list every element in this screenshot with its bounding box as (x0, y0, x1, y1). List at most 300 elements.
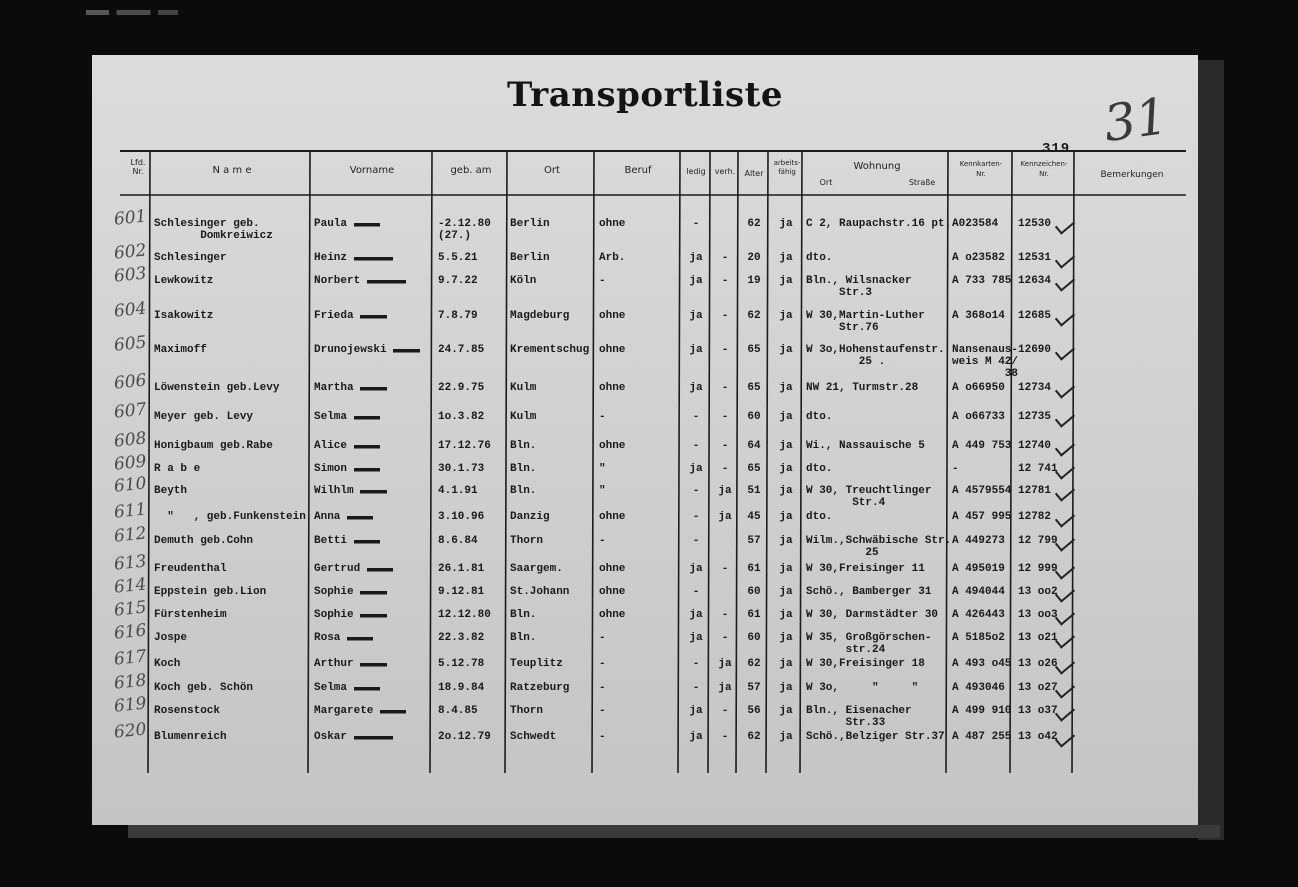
page-number: 319 (1042, 141, 1071, 157)
struck-middle-name (360, 382, 386, 394)
cell-beruf: ohne (599, 344, 626, 356)
cell-name: Eppstein geb.Lion (154, 586, 267, 598)
cell-kk: Nansenaus- weis M 42/ 38 (952, 344, 1019, 380)
struck-middle-name (354, 535, 380, 547)
cell-kz: 13 o37 (1018, 705, 1058, 717)
cell-ort: Berlin (510, 218, 550, 230)
cell-kz: 12634 (1018, 275, 1052, 287)
cell-kk: A 499 910 (952, 705, 1012, 717)
cell-af: ja (779, 705, 793, 717)
cell-name: Schlesinger geb. Domkreiwicz (154, 218, 273, 242)
cell-lfd: 620 (113, 719, 148, 743)
cell-af: ja (779, 731, 793, 743)
cell-beruf: ohne (599, 310, 626, 322)
cell-name: Koch (154, 658, 181, 670)
cell-ledig: ja (689, 731, 703, 743)
cell-af: ja (779, 511, 793, 523)
cell-geb: 12.12.80 (438, 609, 491, 621)
cell-af: ja (779, 535, 793, 547)
cell-beruf: ohne (599, 440, 626, 452)
cell-ledig: ja (689, 252, 703, 264)
document-sheet (92, 55, 1198, 825)
cell-wohnung: W 30, Darmstädter 30 (806, 609, 939, 621)
struck-middle-name (360, 658, 386, 670)
cell-vorname (314, 511, 432, 523)
cell-verh: - (721, 411, 729, 423)
cell-vorname (314, 218, 432, 230)
cell-geb: 18.9.84 (438, 682, 485, 694)
cell-wohnung: dto. (806, 463, 833, 475)
struck-middle-name (367, 275, 407, 287)
cell-beruf: " (599, 463, 606, 475)
cell-alter: 56 (747, 705, 761, 717)
struck-middle-name (347, 632, 373, 644)
cell-af: ja (779, 632, 793, 644)
cell-beruf: ohne (599, 609, 626, 621)
cell-name: Meyer geb. Levy (154, 411, 254, 423)
cell-af: ja (779, 463, 793, 475)
cell-geb: 5.5.21 (438, 252, 478, 264)
cell-vorname (314, 440, 432, 452)
cell-ort: Bln. (510, 632, 537, 644)
cell-af: ja (779, 440, 793, 452)
cell-name: Freudenthal (154, 563, 227, 575)
cell-name: Honigbaum geb.Rabe (154, 440, 273, 452)
struck-middle-name (354, 463, 380, 475)
cell-vorname-text: Heinz (314, 252, 348, 264)
cell-geb: 9.12.81 (438, 586, 485, 598)
cell-vorname (314, 632, 432, 644)
cell-name: Rosenstock (154, 705, 221, 717)
cell-geb: 1o.3.82 (438, 411, 485, 423)
cell-name: Maximoff (154, 344, 207, 356)
cell-ledig: ja (689, 344, 703, 356)
cell-wohnung: Bln., Eisenacher Str.33 (806, 705, 912, 729)
cell-lfd: 603 (113, 263, 148, 287)
cell-beruf: - (599, 411, 606, 423)
cell-kk: A 494044 (952, 586, 1005, 598)
cell-ledig: - (692, 682, 700, 694)
header-kennzeichen: Kennzeichen- Nr. (1020, 160, 1068, 178)
cell-wohnung: Bln., Wilsnacker Str.3 (806, 275, 912, 299)
cell-ledig: - (692, 535, 700, 547)
cell-vorname (314, 275, 432, 287)
cell-af: ja (779, 658, 793, 670)
cell-af: ja (779, 609, 793, 621)
cell-beruf: Arb. (599, 252, 626, 264)
cell-geb: 3.10.96 (438, 511, 485, 523)
cell-alter: 51 (747, 485, 761, 497)
cell-lfd: 614 (113, 574, 148, 598)
cell-ledig: - (692, 440, 700, 452)
cell-kk: A023584 (952, 218, 999, 230)
cell-verh: ja (718, 682, 732, 694)
cell-beruf: ohne (599, 511, 626, 523)
cell-kz: 12685 (1018, 310, 1052, 322)
cell-vorname-text: Norbert (314, 275, 361, 287)
cell-ledig: ja (689, 563, 703, 575)
handwritten-sheet-number: 31 (1100, 86, 1172, 154)
cell-vorname-text: Selma (314, 411, 348, 423)
cell-vorname-text: Alice (314, 440, 348, 452)
cell-af: ja (779, 218, 793, 230)
cell-kk: A o23582 (952, 252, 1005, 264)
cell-kk: A o66950 (952, 382, 1005, 394)
cell-verh: - (721, 731, 729, 743)
struck-middle-name (354, 218, 380, 230)
cell-vorname-text: Anna (314, 511, 341, 523)
cell-wohnung: dto. (806, 411, 833, 423)
cell-beruf: - (599, 275, 606, 287)
cell-kz: 12735 (1018, 411, 1052, 423)
cell-name: Beyth (154, 485, 188, 497)
cell-ort: Thorn (510, 705, 544, 717)
cell-vorname (314, 705, 432, 717)
cell-ort: Ratzeburg (510, 682, 570, 694)
cell-lfd: 604 (113, 298, 148, 322)
cell-kz: 12690 (1018, 344, 1052, 356)
cell-ledig: ja (689, 609, 703, 621)
header-verh: verh. (714, 167, 736, 176)
cell-alter: 62 (747, 731, 761, 743)
struck-middle-name (380, 705, 406, 717)
cell-alter: 65 (747, 382, 761, 394)
cell-lfd: 606 (113, 370, 148, 394)
cell-ort: Thorn (510, 535, 544, 547)
cell-ledig: - (692, 511, 700, 523)
cell-beruf: ohne (599, 586, 626, 598)
cell-kz: 13 o26 (1018, 658, 1058, 670)
cell-beruf: " (599, 485, 606, 497)
cell-kz: 13 o42 (1018, 731, 1058, 743)
cell-ledig: - (692, 586, 700, 598)
cell-alter: 65 (747, 344, 761, 356)
cell-verh: - (721, 705, 729, 717)
cell-alter: 65 (747, 463, 761, 475)
cell-ort: Köln (510, 275, 537, 287)
cell-vorname-text: Arthur (314, 658, 354, 670)
cell-geb: 17.12.76 (438, 440, 491, 452)
struck-middle-name (354, 252, 394, 264)
cell-vorname-text: Margarete (314, 705, 374, 717)
cell-geb: 24.7.85 (438, 344, 485, 356)
cell-lfd: 609 (113, 451, 148, 475)
cell-lfd: 617 (113, 646, 148, 670)
cell-alter: 45 (747, 511, 761, 523)
cell-kz: 12 999 (1018, 563, 1058, 575)
header-name: N a m e (212, 165, 252, 176)
cell-name: Jospe (154, 632, 188, 644)
header-wohnung-ort: Ort (819, 178, 833, 187)
cell-ort: Saargem. (510, 563, 563, 575)
cell-name: Lewkowitz (154, 275, 214, 287)
cell-verh: ja (718, 658, 732, 670)
struck-middle-name (360, 310, 386, 322)
struck-middle-name (354, 731, 394, 743)
cell-ledig: - (692, 485, 700, 497)
cell-vorname-text: Gertrud (314, 563, 361, 575)
cell-alter: 19 (747, 275, 761, 287)
cell-ort: St.Johann (510, 586, 570, 598)
cell-ledig: ja (689, 310, 703, 322)
cell-name: Schlesinger (154, 252, 227, 264)
cell-vorname (314, 586, 432, 598)
cell-verh: ja (718, 511, 732, 523)
cell-lfd: 607 (113, 399, 148, 423)
cell-geb: 26.1.81 (438, 563, 485, 575)
struck-middle-name (354, 440, 380, 452)
cell-kk: A 426443 (952, 609, 1005, 621)
cell-lfd: 615 (113, 597, 148, 621)
cell-kz: 13 o27 (1018, 682, 1058, 694)
cell-af: ja (779, 682, 793, 694)
cell-verh: - (721, 632, 729, 644)
cell-ort: Kulm (510, 411, 537, 423)
cell-verh: - (721, 310, 729, 322)
cell-beruf: ohne (599, 218, 626, 230)
cell-kz: 12782 (1018, 511, 1052, 523)
cell-ledig: - (692, 218, 700, 230)
cell-vorname (314, 463, 432, 475)
cell-name: Isakowitz (154, 310, 214, 322)
cell-wohnung: W 35, Großgörschen- str.24 (806, 632, 932, 656)
cell-wohnung: W 3o, " " (806, 682, 919, 694)
cell-geb: 8.4.85 (438, 705, 478, 717)
sheet-shadow (128, 825, 1220, 838)
cell-vorname-text: Martha (314, 382, 354, 394)
cell-af: ja (779, 344, 793, 356)
cell-kz: 12530 (1018, 218, 1052, 230)
struck-middle-name (360, 485, 386, 497)
cell-vorname-text: Sophie (314, 609, 354, 621)
cell-alter: 61 (747, 563, 761, 575)
cell-ort: Krementschug (510, 344, 590, 356)
cell-alter: 62 (747, 658, 761, 670)
cell-kk: A 4579554 (952, 485, 1012, 497)
cell-lfd: 616 (113, 620, 148, 644)
film-edge-mark (86, 10, 178, 15)
cell-vorname (314, 252, 432, 264)
cell-ledig: ja (689, 382, 703, 394)
cell-wohnung: W 30, Treuchtlinger Str.4 (806, 485, 932, 509)
cell-vorname (314, 485, 432, 497)
cell-vorname-text: Paula (314, 218, 348, 230)
header-kennkarten: Kennkarten- Nr. (959, 160, 1003, 178)
header-bemerkungen: Bemerkungen (1100, 170, 1164, 180)
cell-kz: 13 o21 (1018, 632, 1058, 644)
cell-verh: ja (718, 485, 732, 497)
cell-alter: 64 (747, 440, 761, 452)
cell-ort: Berlin (510, 252, 550, 264)
cell-ledig: ja (689, 463, 703, 475)
cell-verh: - (721, 382, 729, 394)
cell-ledig: - (692, 411, 700, 423)
header-beruf: Beruf (624, 165, 652, 176)
cell-geb: 9.7.22 (438, 275, 478, 287)
cell-ort: Teuplitz (510, 658, 563, 670)
cell-vorname (314, 609, 432, 621)
cell-ort: Bln. (510, 485, 537, 497)
cell-kk: A 493046 (952, 682, 1005, 694)
struck-middle-name (360, 609, 386, 621)
cell-wohnung: dto. (806, 511, 833, 523)
header-arbeitsfaehig: arbeits- fähig (773, 159, 801, 176)
cell-af: ja (779, 586, 793, 598)
cell-ort: Kulm (510, 382, 537, 394)
struck-middle-name (354, 411, 380, 423)
cell-lfd: 612 (113, 523, 148, 547)
cell-geb: 30.1.73 (438, 463, 485, 475)
header-wohnung: Wohnung (853, 161, 901, 172)
cell-name: R a b e (154, 463, 201, 475)
cell-kk: A 449 753 (952, 440, 1012, 452)
struck-middle-name (360, 586, 386, 598)
cell-geb: -2.12.80 (27.) (438, 218, 491, 242)
header-wohnung-strasse: Straße (908, 178, 936, 187)
cell-verh: - (721, 609, 729, 621)
cell-geb: 4.1.91 (438, 485, 478, 497)
cell-kk: A 493 o45 (952, 658, 1012, 670)
cell-vorname (314, 658, 432, 670)
cell-beruf: - (599, 658, 606, 670)
cell-kz: 12740 (1018, 440, 1052, 452)
cell-ort: Bln. (510, 609, 537, 621)
cell-ort: Danzig (510, 511, 550, 523)
cell-lfd: 602 (113, 240, 148, 264)
cell-kk: A 487 255 (952, 731, 1012, 743)
cell-wohnung: Wi., Nassauische 5 (806, 440, 925, 452)
cell-kz: 12781 (1018, 485, 1052, 497)
cell-kk: A 495019 (952, 563, 1005, 575)
cell-af: ja (779, 563, 793, 575)
cell-alter: 60 (747, 632, 761, 644)
struck-middle-name (354, 682, 380, 694)
cell-lfd: 610 (113, 473, 148, 497)
document-title: Transportliste (506, 75, 783, 115)
cell-vorname-text: Rosa (314, 632, 341, 644)
cell-name: Löwenstein geb.Levy (154, 382, 280, 394)
cell-vorname-text: Drunojewski (314, 344, 387, 356)
cell-af: ja (779, 485, 793, 497)
cell-name: Fürstenheim (154, 609, 227, 621)
cell-name: " , geb.Funkenstein (154, 511, 306, 523)
cell-vorname-text: Betti (314, 535, 348, 547)
cell-geb: 22.3.82 (438, 632, 485, 644)
cell-kk: A 457 995 (952, 511, 1012, 523)
cell-verh: - (721, 440, 729, 452)
cell-geb: 7.8.79 (438, 310, 478, 322)
cell-kz: 12 799 (1018, 535, 1058, 547)
cell-beruf: - (599, 705, 606, 717)
cell-wohnung: W 30,Freisinger 11 (806, 563, 925, 575)
cell-lfd: 605 (113, 332, 148, 356)
cell-ledig: ja (689, 632, 703, 644)
cell-wohnung: NW 21, Turmstr.28 (806, 382, 919, 394)
cell-vorname-text: Simon (314, 463, 348, 475)
cell-wohnung: C 2, Raupachstr.16 pt. (806, 218, 952, 230)
cell-ledig: - (692, 658, 700, 670)
cell-vorname-text: Selma (314, 682, 348, 694)
cell-alter: 57 (747, 682, 761, 694)
cell-ort: Bln. (510, 463, 537, 475)
cell-wohnung: Schö.,Belziger Str.37 (806, 731, 945, 743)
header-vorname: Vorname (349, 165, 395, 176)
cell-ort: Magdeburg (510, 310, 570, 322)
cell-kz: 13 oo2 (1018, 586, 1058, 598)
cell-geb: 22.9.75 (438, 382, 485, 394)
film-frame-edge (1198, 60, 1224, 840)
cell-vorname (314, 682, 432, 694)
cell-geb: 2o.12.79 (438, 731, 491, 743)
cell-vorname (314, 382, 432, 394)
cell-vorname-text: Oskar (314, 731, 348, 743)
cell-vorname (314, 310, 432, 322)
header-alter: Alter (744, 169, 764, 178)
cell-name: Koch geb. Schön (154, 682, 254, 694)
cell-wohnung: dto. (806, 252, 833, 264)
header-geb-am: geb. am (450, 165, 492, 176)
cell-verh: - (721, 563, 729, 575)
cell-ledig: ja (689, 705, 703, 717)
cell-beruf: - (599, 731, 606, 743)
cell-name: Blumenreich (154, 731, 227, 743)
cell-ort: Schwedt (510, 731, 557, 743)
cell-kk: A o66733 (952, 411, 1005, 423)
cell-ort: Bln. (510, 440, 537, 452)
cell-vorname (314, 344, 432, 356)
header-ledig: ledig (686, 167, 706, 176)
cell-vorname (314, 563, 432, 575)
cell-wohnung: W 30,Martin-Luther Str.76 (806, 310, 925, 334)
cell-af: ja (779, 411, 793, 423)
cell-lfd: 618 (113, 670, 148, 694)
header-ort: Ort (544, 165, 560, 176)
header-lfd: Lfd. Nr. (130, 158, 146, 176)
cell-beruf: ohne (599, 563, 626, 575)
cell-kk: A 368o14 (952, 310, 1005, 322)
struck-middle-name (347, 511, 373, 523)
cell-af: ja (779, 275, 793, 287)
cell-alter: 62 (747, 218, 761, 230)
cell-alter: 20 (747, 252, 761, 264)
cell-geb: 8.6.84 (438, 535, 478, 547)
cell-kk: A 733 785 (952, 275, 1012, 287)
cell-alter: 60 (747, 586, 761, 598)
cell-lfd: 608 (113, 428, 148, 452)
cell-vorname-text: Frieda (314, 310, 354, 322)
cell-verh: - (721, 252, 729, 264)
cell-wohnung: Schö., Bamberger 31 (806, 586, 932, 598)
cell-kz: 13 oo3 (1018, 609, 1058, 621)
cell-alter: 57 (747, 535, 761, 547)
cell-verh: - (721, 275, 729, 287)
cell-beruf: - (599, 682, 606, 694)
cell-alter: 61 (747, 609, 761, 621)
cell-kk: A 449273 (952, 535, 1005, 547)
cell-wohnung: W 30,Freisinger 18 (806, 658, 925, 670)
cell-vorname (314, 411, 432, 423)
cell-kk: A 5185o2 (952, 632, 1005, 644)
cell-lfd: 601 (113, 206, 148, 230)
cell-vorname (314, 535, 432, 547)
cell-wohnung: Wilm.,Schwäbische Str. 25 (806, 535, 952, 559)
cell-lfd: 619 (113, 693, 148, 717)
cell-beruf: - (599, 632, 606, 644)
cell-kk: - (952, 463, 959, 475)
cell-verh: - (721, 463, 729, 475)
cell-alter: 60 (747, 411, 761, 423)
cell-name: Demuth geb.Cohn (154, 535, 254, 547)
